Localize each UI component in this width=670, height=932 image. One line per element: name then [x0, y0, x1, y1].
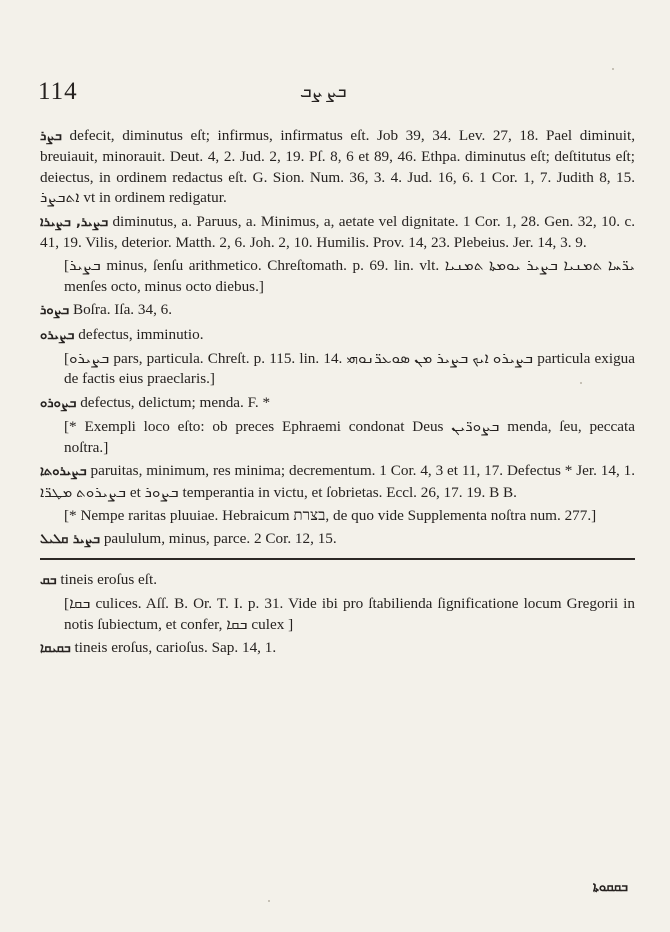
headword: ܒܨܪ — [40, 129, 62, 144]
lexicon-text — [40, 126, 635, 662]
editorial-note — [40, 594, 635, 635]
dictionary-entry — [40, 300, 635, 321]
entry-text: [ܒܨܝܪ minus, ſenſu arithmetico. Chreſtomath. p. 69. lin. vlt. ܝܪ̈ܚܐ ܬܡܢܝܐ ܒܨܝܪ ܝܘܡܬܐ ܬܡܢܝܐ menſes octo, minus octo diebus.] — [64, 257, 635, 295]
entry-text: [ܒܨܝܪܘ pars, particula. Chreſt. p. 115. lin. 14. ܒܨܝܪܘ ܐܝܟ ܒܨܝܪ ܡܢ ܣܘܥܪ̈ܢܘܗܝ particula exigua de factis eius praeclaris.] — [64, 350, 636, 388]
paper-speck — [612, 68, 614, 70]
entry-text: diminutus, a. Paruus, a. Minimus, a, aetate vel dignitate. 1 Cor. 1, 28. Gen. 32, 10. c. 41, 19. Vilis, deterior. Matth. 2, 6. Joh. 2, 10. Humilis. Prov. 14, 23. Plebeius. Jer. 14, 3. 9. — [40, 212, 635, 252]
entry-text: [ܒܩܐ culices. Aſſ. B. Or. T. I. p. 31. Vide ibi pro ſtabilienda ſignificatione locum Gregorii in notis ſubiectum, et confer, ܒܩܐ culex ] — [64, 595, 635, 633]
entry-text: defectus, delictum; menda. F. * — [76, 393, 271, 411]
headword: ܒܨܝܪ ܩܠܝܠ — [40, 532, 101, 548]
dictionary-entry — [40, 393, 635, 414]
headword: ܒܨܝܪܘܬܐ — [40, 464, 87, 480]
paper-speck — [268, 900, 270, 902]
headword: ܒܨܝܪܘ — [40, 327, 75, 343]
headword: ܒܨܝܪ, ܒܨܝܪܐ — [40, 214, 109, 230]
dictionary-entry — [40, 126, 635, 209]
entry-text: Boſra. Iſa. 34, 6. — [69, 301, 173, 319]
headword: ܒܨܘܪܘ — [40, 395, 77, 411]
running-head: ܒܨ ܨܒ — [300, 82, 347, 102]
page-number: 114 — [38, 78, 78, 105]
dictionary-entry — [40, 325, 635, 346]
dictionary-entry — [40, 570, 635, 591]
headword: ܒܨܘܪ — [40, 303, 70, 319]
entry-text: paruitas, minimum, res minima; decrementum. 1 Cor. 4, 3 et 11, 17. Defectus * Jer. 14, 1. ܒܨܝܪܘܬ ܡܛܪ̈ܐ et ܒܨܘܪ temperantia in victu, et ſobrietas. Eccl. 26, 17. 19. B B. — [40, 462, 635, 501]
catchword: ܒܩܩܘܬܐ — [592, 880, 628, 895]
paper-speck — [580, 382, 582, 384]
section-separator — [40, 558, 635, 560]
entry-text: [* Exempli loco eſto: ob preces Ephraemi condonat Deus ܒܨܘܪ̈ܝܢ menda, ſeu, peccata noſtra.] — [64, 418, 635, 456]
page-header — [38, 78, 630, 112]
dictionary-entry — [40, 212, 635, 254]
dictionary-entry — [40, 638, 635, 659]
dictionary-entry — [40, 461, 635, 503]
entry-text: [* Nempe raritas pluuiae. Hebraicum בצרת, de quo vide Supplementa noſtra num. 277.] — [64, 506, 597, 524]
entry-text: paululum, minus, parce. 2 Cor. 12, 15. — [100, 530, 337, 548]
headword: ܒܩܝܩܐ — [40, 640, 71, 656]
entry-text: defecit, diminutus eſt; infirmus, infirmatus eſt. Job 39, 34. Lev. 27, 18. Pael diminuit, breuiauit, minorauit. Deut. 4, 2. Jud. 2, 19. Pſ. 8, 6 et 89, 46. Ethpa. diminutus eſt; deſtitutus eſt; deiectus, in ordinem redactus eſt. G. Sion. Num. 36, 3. 4. Jud. 16, 6. 1 Cor. 1, 7. Judith 8, 15. ܐܬܒܨܪ vt in ordinem redigatur. — [40, 127, 635, 207]
editorial-note — [40, 349, 635, 390]
editorial-note — [40, 417, 635, 458]
entry-text: tineis eroſus eſt. — [56, 570, 158, 588]
editorial-note — [40, 256, 635, 297]
editorial-note — [40, 506, 635, 526]
headword: ܒܩ — [40, 572, 57, 588]
entry-text: defectus, imminutio. — [74, 325, 204, 343]
entry-text: tineis eroſus, carioſus. Sap. 14, 1. — [70, 638, 277, 656]
dictionary-entry — [40, 529, 635, 550]
